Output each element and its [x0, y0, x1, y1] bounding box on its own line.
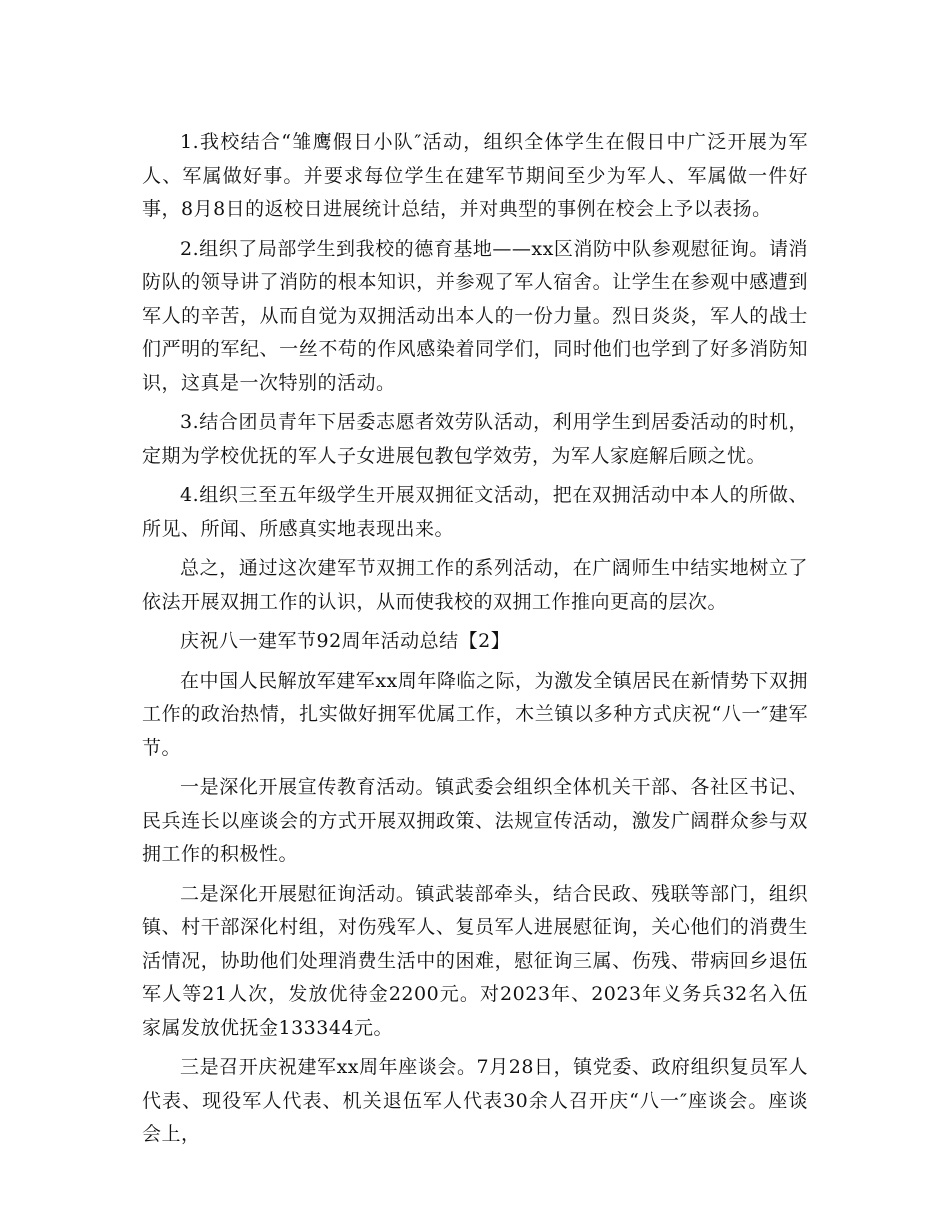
section-heading: 庆祝八一建军节92周年活动总结【2】 — [180, 630, 511, 652]
paragraph-intro: 在中国人民解放军建军xx周年降临之际，为激发全镇居民在新情势下双拥工作的政治热情，扎实做好拥军优属工作，木兰镇以多种方式庆祝“八一″建军节。 — [142, 669, 808, 759]
paragraph-activity-4: 4.组织三至五年级学生开展双拥征文活动，把在双拥活动中本人的所做、所见、所闻、所感真实地表现出来。 — [142, 484, 808, 540]
paragraph-activity-2: 2.组织了局部学生到我校的德育基地——xx区消防中队参观慰征询。请消防队的领导讲了消防的根本知识，并参观了军人宿舍。让学生在参观中感遭到军人的辛苦，从而自觉为双拥活动出本人的一份力量。烈日炎炎，军人的战士们严明的军纪、一丝不苟的作风感染着同学们，同时他们也学到了好多消防知识，这真是一次特别的活动。 — [142, 237, 808, 394]
paragraph-first-point: 一是深化开展宣传教育活动。镇武委会组织全体机关干部、各社区书记、民兵连长以座谈会的方式开展双拥政策、法规宣传活动，激发广阔群众参与双拥工作的积极性。 — [142, 776, 808, 865]
document-page — [142, 126, 808, 1158]
paragraph-second-point: 二是深化开展慰征询活动。镇武装部牵头，结合民政、残联等部门，组织镇、村干部深化村组，对伤残军人、复员军人进展慰征询，关心他们的消费生活情况，协助他们处理消费生活中的困难，慰征询三属、伤残、带病回乡退伍军人等21人次，发放优待金2200元。对2023年、2023年义务兵32名入伍家属发放优抚金133344元。 — [142, 882, 808, 1039]
paragraph-third-point: 三是召开庆祝建军xx周年座谈会。7月28日，镇党委、政府组织复员军人代表、现役军人代表、机关退伍军人代表30余人召开庆“八一″座谈会。座谈会上， — [142, 1056, 808, 1145]
paragraph-summary: 总之，通过这次建军节双拥工作的系列活动，在广阔师生中结实地树立了依法开展双拥工作的认识，从而使我校的双拥工作推向更高的层次。 — [142, 557, 808, 613]
paragraph-activity-1: 1.我校结合“雏鹰假日小队″活动，组织全体学生在假日中广泛开展为军人、军属做好事。并要求每位学生在建军节期间至少为军人、军属做一件好事，8月8日的返校日进展统计总结，并对典型的事例在校会上予以表扬。 — [142, 131, 808, 220]
paragraph-activity-3: 3.结合团员青年下居委志愿者效劳队活动，利用学生到居委活动的时机，定期为学校优抚的军人子女进展包教包学效劳，为军人家庭解后顾之忧。 — [142, 411, 808, 467]
